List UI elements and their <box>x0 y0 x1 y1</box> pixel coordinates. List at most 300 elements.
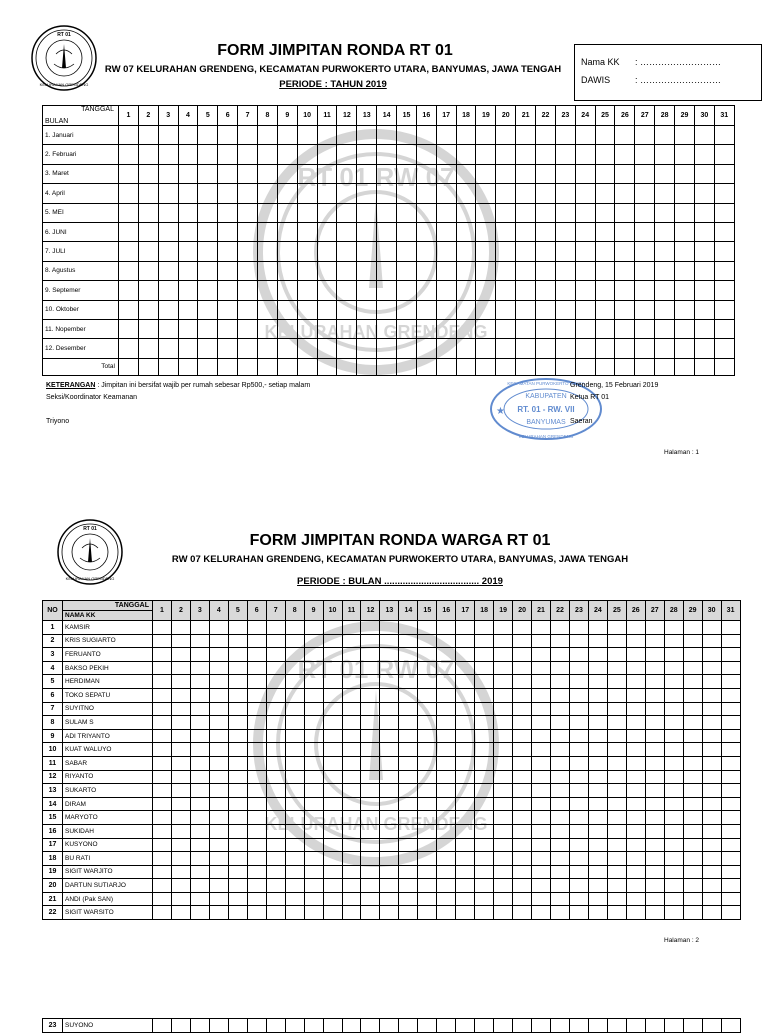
day-cell[interactable] <box>238 261 258 280</box>
day-cell[interactable] <box>337 222 357 241</box>
day-cell[interactable] <box>635 281 655 300</box>
day-cell[interactable] <box>635 184 655 203</box>
day-cell[interactable] <box>342 675 361 689</box>
day-cell[interactable] <box>494 879 513 893</box>
day-cell[interactable] <box>615 300 635 319</box>
day-cell[interactable] <box>209 702 228 716</box>
day-cell[interactable] <box>418 852 437 866</box>
day-cell[interactable] <box>437 1019 456 1033</box>
day-cell[interactable] <box>198 145 218 164</box>
day-cell[interactable] <box>138 339 158 358</box>
day-cell[interactable] <box>475 702 494 716</box>
day-cell[interactable] <box>153 702 172 716</box>
day-cell[interactable] <box>588 621 607 635</box>
day-cell[interactable] <box>178 319 198 338</box>
day-cell[interactable] <box>342 906 361 920</box>
day-cell[interactable] <box>418 634 437 648</box>
day-cell[interactable] <box>655 281 675 300</box>
day-cell[interactable] <box>323 688 342 702</box>
total-cell[interactable] <box>258 358 278 375</box>
day-cell[interactable] <box>258 164 278 183</box>
day-cell[interactable] <box>297 184 317 203</box>
day-cell[interactable] <box>190 797 209 811</box>
day-cell[interactable] <box>317 261 337 280</box>
day-cell[interactable] <box>361 879 380 893</box>
day-cell[interactable] <box>702 716 721 730</box>
day-cell[interactable] <box>416 184 436 203</box>
day-cell[interactable] <box>569 634 588 648</box>
day-cell[interactable] <box>437 702 456 716</box>
day-cell[interactable] <box>615 145 635 164</box>
day-cell[interactable] <box>615 242 635 261</box>
day-cell[interactable] <box>304 621 323 635</box>
day-cell[interactable] <box>626 648 645 662</box>
day-cell[interactable] <box>683 702 702 716</box>
day-cell[interactable] <box>418 661 437 675</box>
day-cell[interactable] <box>342 702 361 716</box>
day-cell[interactable] <box>285 865 304 879</box>
day-cell[interactable] <box>575 203 595 222</box>
day-cell[interactable] <box>532 879 551 893</box>
day-cell[interactable] <box>626 906 645 920</box>
day-cell[interactable] <box>513 879 532 893</box>
day-cell[interactable] <box>285 784 304 798</box>
day-cell[interactable] <box>397 261 417 280</box>
day-cell[interactable] <box>635 242 655 261</box>
day-cell[interactable] <box>304 634 323 648</box>
day-cell[interactable] <box>377 319 397 338</box>
day-cell[interactable] <box>357 319 377 338</box>
day-cell[interactable] <box>714 242 734 261</box>
day-cell[interactable] <box>209 688 228 702</box>
day-cell[interactable] <box>418 797 437 811</box>
day-cell[interactable] <box>721 824 740 838</box>
day-cell[interactable] <box>119 164 139 183</box>
day-cell[interactable] <box>437 729 456 743</box>
day-cell[interactable] <box>532 648 551 662</box>
day-cell[interactable] <box>399 838 418 852</box>
day-cell[interactable] <box>595 300 615 319</box>
day-cell[interactable] <box>494 906 513 920</box>
day-cell[interactable] <box>595 126 615 145</box>
day-cell[interactable] <box>721 743 740 757</box>
day-cell[interactable] <box>551 729 570 743</box>
day-cell[interactable] <box>277 203 297 222</box>
day-cell[interactable] <box>714 184 734 203</box>
day-cell[interactable] <box>551 824 570 838</box>
day-cell[interactable] <box>337 242 357 261</box>
day-cell[interactable] <box>664 743 683 757</box>
day-cell[interactable] <box>437 756 456 770</box>
day-cell[interactable] <box>635 164 655 183</box>
day-cell[interactable] <box>266 675 285 689</box>
day-cell[interactable] <box>683 661 702 675</box>
day-cell[interactable] <box>266 702 285 716</box>
day-cell[interactable] <box>615 222 635 241</box>
day-cell[interactable] <box>228 838 247 852</box>
day-cell[interactable] <box>158 184 178 203</box>
day-cell[interactable] <box>436 281 456 300</box>
day-cell[interactable] <box>397 300 417 319</box>
day-cell[interactable] <box>536 300 556 319</box>
day-cell[interactable] <box>532 824 551 838</box>
day-cell[interactable] <box>555 339 575 358</box>
day-cell[interactable] <box>694 300 714 319</box>
day-cell[interactable] <box>304 716 323 730</box>
day-cell[interactable] <box>607 661 626 675</box>
day-cell[interactable] <box>626 688 645 702</box>
day-cell[interactable] <box>683 729 702 743</box>
day-cell[interactable] <box>285 770 304 784</box>
day-cell[interactable] <box>247 729 266 743</box>
day-cell[interactable] <box>721 879 740 893</box>
day-cell[interactable] <box>361 661 380 675</box>
day-cell[interactable] <box>342 756 361 770</box>
day-cell[interactable] <box>645 811 664 825</box>
day-cell[interactable] <box>153 784 172 798</box>
day-cell[interactable] <box>317 339 337 358</box>
day-cell[interactable] <box>380 688 399 702</box>
day-cell[interactable] <box>209 729 228 743</box>
day-cell[interactable] <box>569 797 588 811</box>
day-cell[interactable] <box>456 339 476 358</box>
day-cell[interactable] <box>702 743 721 757</box>
day-cell[interactable] <box>138 319 158 338</box>
day-cell[interactable] <box>588 661 607 675</box>
day-cell[interactable] <box>575 126 595 145</box>
day-cell[interactable] <box>397 222 417 241</box>
day-cell[interactable] <box>655 261 675 280</box>
day-cell[interactable] <box>228 716 247 730</box>
day-cell[interactable] <box>397 319 417 338</box>
day-cell[interactable] <box>399 879 418 893</box>
total-cell[interactable] <box>198 358 218 375</box>
day-cell[interactable] <box>664 770 683 784</box>
day-cell[interactable] <box>714 126 734 145</box>
day-cell[interactable] <box>476 242 496 261</box>
day-cell[interactable] <box>297 145 317 164</box>
day-cell[interactable] <box>119 242 139 261</box>
day-cell[interactable] <box>258 126 278 145</box>
day-cell[interactable] <box>361 688 380 702</box>
day-cell[interactable] <box>190 906 209 920</box>
day-cell[interactable] <box>323 661 342 675</box>
day-cell[interactable] <box>456 824 475 838</box>
day-cell[interactable] <box>342 784 361 798</box>
day-cell[interactable] <box>138 184 158 203</box>
day-cell[interactable] <box>702 797 721 811</box>
day-cell[interactable] <box>418 729 437 743</box>
day-cell[interactable] <box>342 797 361 811</box>
day-cell[interactable] <box>277 242 297 261</box>
day-cell[interactable] <box>418 811 437 825</box>
day-cell[interactable] <box>664 634 683 648</box>
day-cell[interactable] <box>323 852 342 866</box>
day-cell[interactable] <box>702 811 721 825</box>
day-cell[interactable] <box>476 164 496 183</box>
day-cell[interactable] <box>228 879 247 893</box>
day-cell[interactable] <box>683 824 702 838</box>
day-cell[interactable] <box>513 811 532 825</box>
day-cell[interactable] <box>397 242 417 261</box>
day-cell[interactable] <box>683 716 702 730</box>
day-cell[interactable] <box>171 906 190 920</box>
day-cell[interactable] <box>190 770 209 784</box>
day-cell[interactable] <box>615 184 635 203</box>
day-cell[interactable] <box>418 879 437 893</box>
day-cell[interactable] <box>304 688 323 702</box>
day-cell[interactable] <box>595 184 615 203</box>
day-cell[interactable] <box>607 770 626 784</box>
day-cell[interactable] <box>437 716 456 730</box>
day-cell[interactable] <box>694 203 714 222</box>
day-cell[interactable] <box>218 184 238 203</box>
day-cell[interactable] <box>361 838 380 852</box>
day-cell[interactable] <box>337 339 357 358</box>
day-cell[interactable] <box>158 164 178 183</box>
day-cell[interactable] <box>513 892 532 906</box>
day-cell[interactable] <box>436 203 456 222</box>
day-cell[interactable] <box>258 339 278 358</box>
day-cell[interactable] <box>536 164 556 183</box>
day-cell[interactable] <box>496 300 516 319</box>
day-cell[interactable] <box>721 661 740 675</box>
day-cell[interactable] <box>532 716 551 730</box>
day-cell[interactable] <box>436 339 456 358</box>
day-cell[interactable] <box>475 743 494 757</box>
day-cell[interactable] <box>702 756 721 770</box>
day-cell[interactable] <box>361 906 380 920</box>
day-cell[interactable] <box>675 145 695 164</box>
day-cell[interactable] <box>277 319 297 338</box>
day-cell[interactable] <box>399 865 418 879</box>
day-cell[interactable] <box>683 688 702 702</box>
day-cell[interactable] <box>683 756 702 770</box>
day-cell[interactable] <box>247 838 266 852</box>
day-cell[interactable] <box>683 892 702 906</box>
day-cell[interactable] <box>551 716 570 730</box>
day-cell[interactable] <box>357 261 377 280</box>
day-cell[interactable] <box>475 756 494 770</box>
day-cell[interactable] <box>418 1019 437 1033</box>
day-cell[interactable] <box>475 824 494 838</box>
day-cell[interactable] <box>626 892 645 906</box>
day-cell[interactable] <box>456 222 476 241</box>
day-cell[interactable] <box>436 300 456 319</box>
day-cell[interactable] <box>476 203 496 222</box>
total-cell[interactable] <box>337 358 357 375</box>
day-cell[interactable] <box>228 729 247 743</box>
day-cell[interactable] <box>266 797 285 811</box>
day-cell[interactable] <box>357 222 377 241</box>
day-cell[interactable] <box>266 688 285 702</box>
day-cell[interactable] <box>285 634 304 648</box>
day-cell[interactable] <box>683 743 702 757</box>
day-cell[interactable] <box>209 675 228 689</box>
day-cell[interactable] <box>266 879 285 893</box>
day-cell[interactable] <box>297 300 317 319</box>
day-cell[interactable] <box>595 145 615 164</box>
day-cell[interactable] <box>266 648 285 662</box>
day-cell[interactable] <box>664 852 683 866</box>
day-cell[interactable] <box>342 716 361 730</box>
day-cell[interactable] <box>209 838 228 852</box>
day-cell[interactable] <box>702 770 721 784</box>
day-cell[interactable] <box>516 319 536 338</box>
day-cell[interactable] <box>626 743 645 757</box>
day-cell[interactable] <box>337 184 357 203</box>
day-cell[interactable] <box>285 852 304 866</box>
day-cell[interactable] <box>513 702 532 716</box>
day-cell[interactable] <box>297 319 317 338</box>
day-cell[interactable] <box>190 784 209 798</box>
day-cell[interactable] <box>721 797 740 811</box>
day-cell[interactable] <box>675 261 695 280</box>
day-cell[interactable] <box>138 242 158 261</box>
day-cell[interactable] <box>380 729 399 743</box>
day-cell[interactable] <box>607 892 626 906</box>
day-cell[interactable] <box>218 222 238 241</box>
day-cell[interactable] <box>304 811 323 825</box>
day-cell[interactable] <box>532 729 551 743</box>
day-cell[interactable] <box>323 675 342 689</box>
day-cell[interactable] <box>258 319 278 338</box>
day-cell[interactable] <box>209 661 228 675</box>
day-cell[interactable] <box>476 145 496 164</box>
day-cell[interactable] <box>456 852 475 866</box>
day-cell[interactable] <box>266 621 285 635</box>
day-cell[interactable] <box>721 675 740 689</box>
day-cell[interactable] <box>228 865 247 879</box>
day-cell[interactable] <box>645 729 664 743</box>
day-cell[interactable] <box>190 852 209 866</box>
day-cell[interactable] <box>190 743 209 757</box>
day-cell[interactable] <box>153 729 172 743</box>
day-cell[interactable] <box>399 634 418 648</box>
day-cell[interactable] <box>437 906 456 920</box>
day-cell[interactable] <box>218 164 238 183</box>
day-cell[interactable] <box>475 634 494 648</box>
day-cell[interactable] <box>158 203 178 222</box>
day-cell[interactable] <box>171 865 190 879</box>
day-cell[interactable] <box>238 222 258 241</box>
day-cell[interactable] <box>138 261 158 280</box>
day-cell[interactable] <box>399 702 418 716</box>
day-cell[interactable] <box>198 242 218 261</box>
day-cell[interactable] <box>342 648 361 662</box>
day-cell[interactable] <box>317 300 337 319</box>
day-cell[interactable] <box>595 222 615 241</box>
day-cell[interactable] <box>721 838 740 852</box>
day-cell[interactable] <box>153 1019 172 1033</box>
day-cell[interactable] <box>475 1019 494 1033</box>
day-cell[interactable] <box>513 688 532 702</box>
day-cell[interactable] <box>436 126 456 145</box>
day-cell[interactable] <box>153 743 172 757</box>
day-cell[interactable] <box>380 702 399 716</box>
day-cell[interactable] <box>551 756 570 770</box>
day-cell[interactable] <box>721 1019 740 1033</box>
day-cell[interactable] <box>683 1019 702 1033</box>
day-cell[interactable] <box>277 145 297 164</box>
day-cell[interactable] <box>456 300 476 319</box>
day-cell[interactable] <box>456 281 476 300</box>
day-cell[interactable] <box>418 784 437 798</box>
day-cell[interactable] <box>337 145 357 164</box>
day-cell[interactable] <box>721 811 740 825</box>
day-cell[interactable] <box>437 634 456 648</box>
day-cell[interactable] <box>377 126 397 145</box>
day-cell[interactable] <box>304 824 323 838</box>
day-cell[interactable] <box>513 824 532 838</box>
day-cell[interactable] <box>532 621 551 635</box>
day-cell[interactable] <box>645 634 664 648</box>
day-cell[interactable] <box>569 770 588 784</box>
day-cell[interactable] <box>496 203 516 222</box>
day-cell[interactable] <box>285 729 304 743</box>
day-cell[interactable] <box>575 145 595 164</box>
day-cell[interactable] <box>494 634 513 648</box>
day-cell[interactable] <box>247 743 266 757</box>
day-cell[interactable] <box>437 621 456 635</box>
day-cell[interactable] <box>380 648 399 662</box>
day-cell[interactable] <box>721 648 740 662</box>
day-cell[interactable] <box>247 906 266 920</box>
day-cell[interactable] <box>266 838 285 852</box>
day-cell[interactable] <box>494 865 513 879</box>
day-cell[interactable] <box>569 621 588 635</box>
day-cell[interactable] <box>694 164 714 183</box>
day-cell[interactable] <box>416 126 436 145</box>
day-cell[interactable] <box>694 261 714 280</box>
day-cell[interactable] <box>258 242 278 261</box>
day-cell[interactable] <box>198 203 218 222</box>
day-cell[interactable] <box>380 824 399 838</box>
day-cell[interactable] <box>436 261 456 280</box>
day-cell[interactable] <box>551 648 570 662</box>
day-cell[interactable] <box>645 1019 664 1033</box>
day-cell[interactable] <box>626 784 645 798</box>
day-cell[interactable] <box>190 661 209 675</box>
day-cell[interactable] <box>238 242 258 261</box>
day-cell[interactable] <box>437 838 456 852</box>
day-cell[interactable] <box>675 203 695 222</box>
day-cell[interactable] <box>595 261 615 280</box>
day-cell[interactable] <box>190 716 209 730</box>
day-cell[interactable] <box>209 811 228 825</box>
day-cell[interactable] <box>536 281 556 300</box>
day-cell[interactable] <box>361 716 380 730</box>
day-cell[interactable] <box>555 145 575 164</box>
day-cell[interactable] <box>655 145 675 164</box>
day-cell[interactable] <box>153 688 172 702</box>
day-cell[interactable] <box>664 879 683 893</box>
day-cell[interactable] <box>304 702 323 716</box>
day-cell[interactable] <box>342 743 361 757</box>
day-cell[interactable] <box>714 164 734 183</box>
day-cell[interactable] <box>575 164 595 183</box>
day-cell[interactable] <box>342 661 361 675</box>
day-cell[interactable] <box>645 892 664 906</box>
day-cell[interactable] <box>342 770 361 784</box>
day-cell[interactable] <box>721 634 740 648</box>
day-cell[interactable] <box>361 756 380 770</box>
day-cell[interactable] <box>285 661 304 675</box>
day-cell[interactable] <box>683 621 702 635</box>
day-cell[interactable] <box>171 688 190 702</box>
day-cell[interactable] <box>476 281 496 300</box>
total-cell[interactable] <box>615 358 635 375</box>
